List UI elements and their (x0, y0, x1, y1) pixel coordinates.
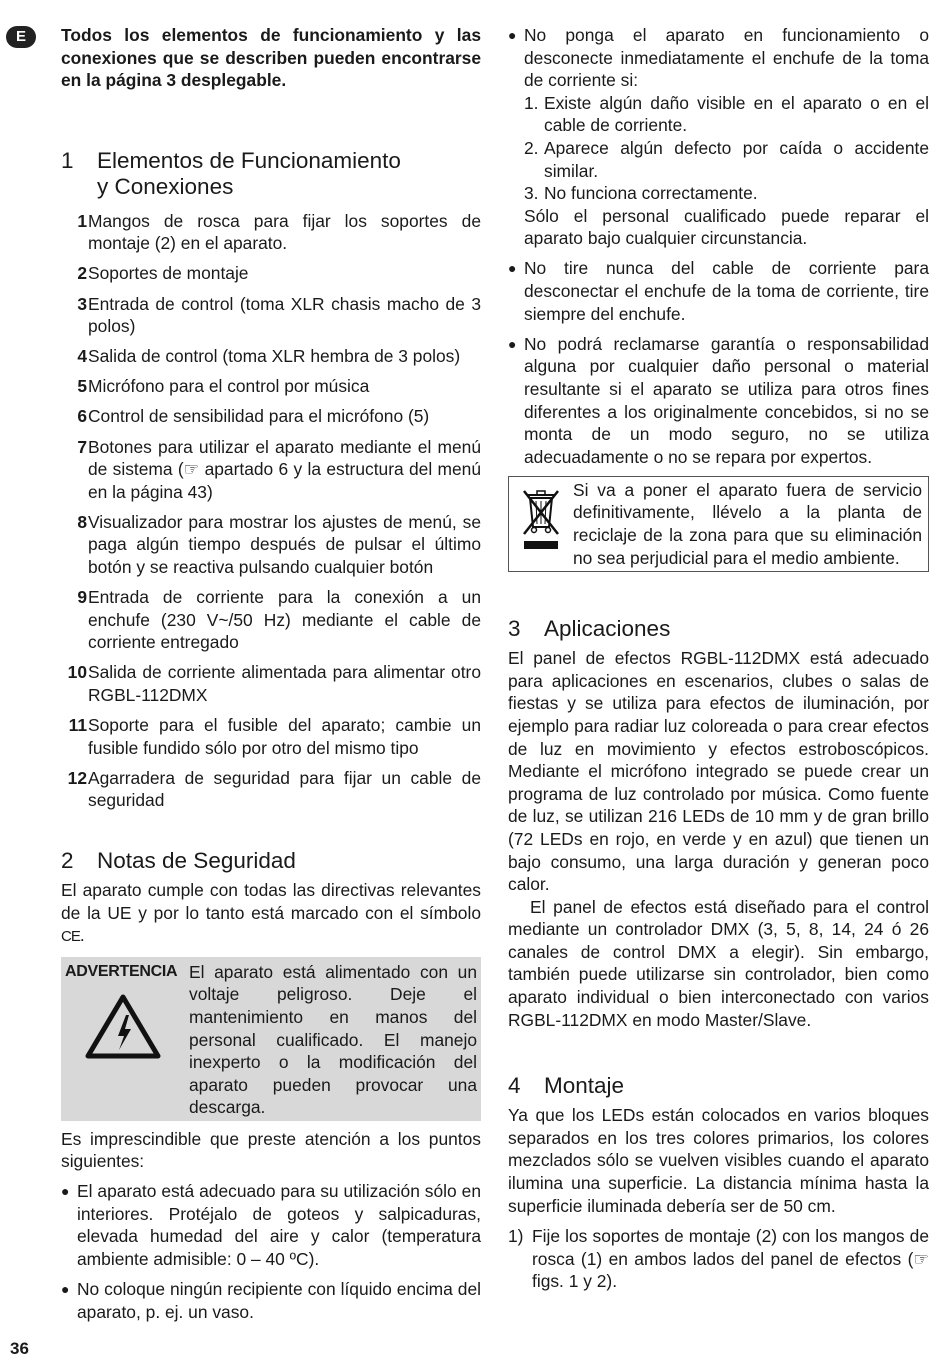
list-item (61, 436, 481, 504)
bullet-icon: ● (61, 1183, 70, 1200)
section3-paragraph1: El panel de efectos RGBL-112DMX está adecuado para aplicaciones en escenarios, clubes o salas de fiestas y se utiliza para efectos de iluminación, por ejemplo para radiar luz coloreada o para crear efectos de luz en movimiento y efectos estroboscópicos. Mediante el micrófono integrado se puede crear un programa de luz controlado por música. Como fuente de luz, se utilizan 216 LEDs de 10 mm y de gran brillo (72 LEDs en rojo, en verde y en azul) que tienen un bajo consumo, una larga duración y generan poco calor. (508, 648, 929, 895)
section4-heading (508, 1073, 929, 1099)
section3-number: 3 (508, 616, 521, 642)
section4-title: Montaje (544, 1073, 625, 1099)
list-item (61, 1180, 481, 1270)
list-item (61, 375, 481, 398)
warning-label: ADVERTENCIA (65, 962, 178, 980)
item-text: Soportes de montaje (88, 263, 249, 284)
section3-title: Aplicaciones (544, 616, 671, 642)
list-item (61, 262, 481, 285)
list-item (61, 586, 481, 654)
controls-list (61, 210, 481, 812)
list-item (61, 714, 481, 759)
weee-bin-icon (520, 487, 562, 553)
list-item (61, 1278, 481, 1323)
attention-text: Es imprescindible que preste atención a los puntos siguientes: (61, 1128, 481, 1172)
list-item (61, 345, 481, 368)
section2-heading (61, 848, 481, 874)
section3-paragraph2: El panel de efectos está diseñado para el control mediante un controlador DMX (3, 5, 8, 14, 24 ó 26 canales de control DMX a elegir). Sin embargo, también puede utilizarse sin controlador, bien como aparato individual o bien interconectado con varios RGBL-112DMX en modo Master/Slave. (508, 896, 929, 1030)
item-text: Botones para utilizar el aparato mediante el menú de sistema (☞ apartado 6 y la estructura del menú en la página 43) (88, 436, 481, 502)
item-number: 10 (67, 662, 87, 683)
step-number: 1) (508, 1226, 524, 1247)
item-text: Salida de control (toma XLR hembra de 3 polos) (88, 346, 461, 367)
item-number: 2 (77, 263, 87, 284)
sub-item-text: Aparece algún defecto por caída o accidente similar. (544, 137, 929, 181)
bullet-tail: Sólo el personal cualificado puede reparar el aparato bajo cualquier circunstancia. (524, 205, 929, 249)
item-text: Agarradera de seguridad para fijar un cable de seguridad (88, 767, 481, 811)
section2-number: 2 (61, 847, 74, 873)
recycling-text: Si va a poner el aparato fuera de servicio definitivamente, llévelo a la planta de reciclaje de la zona para que su eliminación no sea perjudicial para el medio ambiente. (573, 479, 922, 568)
item-text: Entrada de corriente para la conexión a un enchufe (230 V~/50 Hz) mediante el cable de corriente entregado (88, 587, 481, 653)
safety-bullets-left (61, 1180, 481, 1323)
item-text: Soporte para el fusible del aparato; cambie un fusible fundido sólo por otro del mismo tipo (88, 715, 481, 758)
item-number: 7 (77, 436, 87, 457)
section1-title-line2: y Conexiones (97, 173, 234, 199)
sub-item-text: Existe algún daño visible en el aparato o en el cable de corriente. (544, 92, 929, 136)
section3-heading (508, 616, 929, 642)
safety-bullets-right (508, 24, 929, 468)
language-tab: E (6, 26, 36, 48)
sub-item-number: 2. (524, 137, 539, 158)
section4-paragraph1: Ya que los LEDs están colocados en varios bloques separados en los tres colores primarios, los colores mezclados sólo se vuelven visibles cuando el aparato ilumina una superficie. La distancia mínima hasta la superficie iluminada debería ser de 50 cm. (508, 1105, 929, 1216)
list-item (61, 210, 481, 255)
ce-mark: CE (61, 928, 80, 946)
mounting-steps (508, 1225, 929, 1293)
section1-number: 1 (61, 147, 74, 173)
list-item (61, 661, 481, 706)
item-text: Visualizador para mostrar los ajustes de menú, se paga algún tiempo después de pulsar el último botón y se reactiva pulsando cualquier botón (88, 511, 481, 577)
right-column (508, 24, 929, 1293)
warning-text: El aparato está alimentado con un voltaje peligroso. Deje el mantenimiento en manos del personal cualificado. El manejo inexperto o la modificación del aparato pueden provocar una descarga. (189, 961, 477, 1118)
list-item (61, 293, 481, 338)
sub-list-item (524, 92, 929, 137)
item-number: 1 (77, 210, 87, 231)
sub-list-item (524, 182, 929, 205)
item-text: Salida de corriente alimentada para alimentar otro RGBL-112DMX (88, 662, 481, 705)
sub-item-number: 1. (524, 92, 539, 113)
bullet-icon: ● (508, 335, 517, 352)
list-item (61, 511, 481, 579)
item-number: 11 (68, 715, 87, 736)
bullet-text: El aparato está adecuado para su utilización sólo en interiores. Protéjalo de goteos y salpicaduras, elevada humedad del aire y calor (temperatura ambiente admisible: 0 – 40 ºC). (77, 1181, 481, 1269)
item-number: 12 (67, 767, 87, 788)
step-text: Fije los soportes de montaje (2) con los mangos de rosca (1) en ambos lados del panel de efectos (☞ figs. 1 y 2). (532, 1226, 929, 1292)
high-voltage-icon (85, 993, 161, 1059)
sub-item-text: No funciona correctamente. (544, 183, 758, 204)
item-text: Entrada de control (toma XLR chasis macho de 3 polos) (88, 293, 481, 337)
page-number: 36 (10, 1339, 29, 1358)
item-number: 3 (77, 293, 87, 314)
item-number: 9 (77, 587, 87, 608)
sub-item-number: 3. (524, 183, 539, 204)
list-item (61, 767, 481, 812)
section2-title: Notas de Seguridad (97, 847, 296, 873)
list-item: ● No ponga el aparato en funcionamiento o desconecte inmediatamente el enchufe de la toma de corriente si: 1. Existe algún daño visible en el aparato o en el cable de corriente. 2. Aparece algún defecto por caída o accidente similar. 3. No funciona correctamente. Sólo el personal cualificado puede reparar el aparato bajo cualquier circunstancia. (508, 25, 929, 249)
section1-heading (61, 148, 481, 200)
sub-list-item (524, 137, 929, 182)
item-text: Micrófono para el control por música (88, 376, 370, 397)
list-item: ● No podrá reclamarse garantía o responsabilidad alguna por cualquier daño personal o material resultante si el aparato se utiliza para otros fines diferentes a los originalmente concebidos, si no se monta de un modo seguro, no se utiliza adecuadamente o no se repara por expertos. (508, 333, 929, 467)
item-number: 5 (77, 376, 87, 397)
warning-box (61, 957, 481, 1121)
item-text: Mangos de rosca para fijar los soportes de montaje (2) en el aparato. (88, 210, 481, 254)
bullet-icon: ● (508, 27, 517, 43)
item-number: 8 (77, 511, 87, 532)
section1-title-line1: Elementos de Funcionamiento (97, 147, 401, 173)
item-number: 6 (77, 406, 87, 427)
bullet-text: No coloque ningún recipiente con líquido encima del aparato, p. ej. un vaso. (77, 1278, 481, 1322)
step-item (508, 1225, 929, 1293)
bullet-icon: ● (508, 260, 517, 277)
item-text: Control de sensibilidad para el micrófono (5) (88, 406, 430, 427)
recycling-box (508, 476, 929, 572)
section4-number: 4 (508, 1073, 521, 1099)
list-item (61, 405, 481, 428)
item-number: 4 (77, 346, 87, 367)
left-column (61, 24, 481, 1331)
section2-intro: El aparato cumple con todas las directivas relevantes de la UE y por lo tanto está marcado con el símbolo CE. (61, 879, 481, 946)
bullet-icon: ● (61, 1280, 70, 1297)
list-item: ● No tire nunca del cable de corriente para desconectar el enchufe de la toma de corriente, tire siempre del enchufe. (508, 258, 929, 324)
intro-text: Todos los elementos de funcionamiento y las conexiones que se describen pueden encontrarse en la página 3 desplegable. (61, 25, 481, 91)
